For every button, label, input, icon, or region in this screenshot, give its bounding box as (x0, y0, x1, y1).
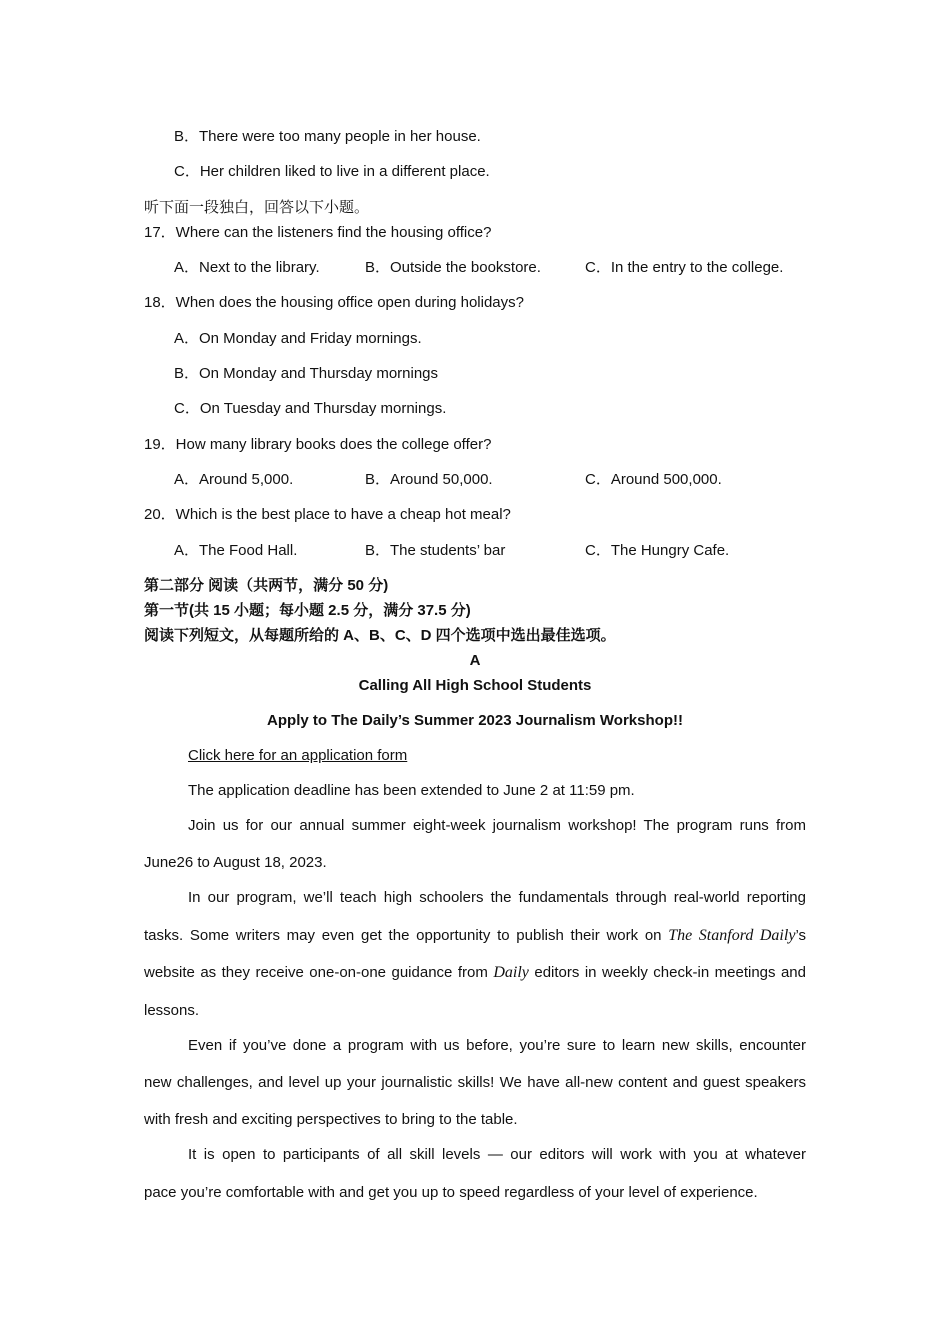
p3-line-1: Even if you’ve done a program with us before, you’re sure to learn new skills, encounter (188, 1037, 806, 1054)
question-19-option-a: A．Around 5,000. (174, 471, 294, 488)
question-20-stem: 20．Which is the best place to have a cheap hot meal? (144, 506, 511, 523)
daily-title: Daily (493, 964, 529, 981)
p2-line-3: website as they receive one-on-one guidance from Daily editors in weekly check-in meetings and (144, 964, 806, 981)
p1-line-2: June26 to August 18, 2023. (144, 854, 327, 871)
question-17-stem: 17．Where can the listeners find the housing office? (144, 224, 492, 241)
question-18-option-b: B．On Monday and Thursday mornings (174, 365, 439, 382)
p2-line-2: tasks. Some writers may even get the opportunity to publish their work on The Stanford Daily’s (144, 927, 806, 944)
deadline-text: The application deadline has been extended to June 2 at 11:59 pm. (188, 782, 635, 799)
p2-line-4: lessons. (144, 1002, 200, 1019)
p2-line-1: In our program, we’ll teach high schoolers the fundamentals through real-world reporting (188, 889, 806, 906)
monologue-instruction: 听下面一段独白，回答以下小题。 (144, 199, 370, 216)
p4-line-2: pace you’re comfortable with and get you up to speed regardless of your level of experience. (144, 1184, 758, 1201)
p3-line-3: with fresh and exciting perspectives to bring to the table. (144, 1111, 518, 1128)
q16-option-b: B．There were too many people in her house. (174, 128, 481, 145)
p4-line-1: It is open to participants of all skill levels — our editors will work with you at whatever (188, 1146, 806, 1163)
question-20-option-c: C．The Hungry Cafe. (585, 542, 730, 559)
p1-line-1: Join us for our annual summer eight-week journalism workshop! The program runs from (188, 817, 806, 834)
question-20-option-b: B．The students’ bar (365, 542, 506, 559)
p3-line-2: new challenges, and level up your journalistic skills! We have all-new content and guest speakers (144, 1074, 806, 1091)
question-19-stem: 19．How many library books does the college offer? (144, 436, 492, 453)
question-17-option-c: C．In the entry to the college. (585, 259, 784, 276)
reading-instruction: 阅读下列短文，从每题所给的 A、B、C、D 四个选项中选出最佳选项。 (144, 627, 616, 644)
question-20-option-a: A．The Food Hall. (174, 542, 298, 559)
question-19-option-b: B．Around 50,000. (365, 471, 493, 488)
question-18-option-a: A．On Monday and Friday mornings. (174, 330, 422, 347)
q16-option-c: C．Her children liked to live in a different place. (174, 163, 490, 180)
stanford-daily-title: The Stanford Daily (668, 927, 796, 944)
question-18-stem: 18．When does the housing office open during holidays? (144, 294, 524, 311)
passage-letter: A (469, 652, 481, 669)
section1-heading: 第一节(共 15 小题；每小题 2.5 分，满分 37.5 分) (144, 602, 471, 619)
passage-title: Calling All High School Students (358, 677, 592, 694)
question-17-option-b: B．Outside the bookstore. (365, 259, 541, 276)
question-17-option-a: A．Next to the library. (174, 259, 320, 276)
part2-heading: 第二部分 阅读（共两节，满分 50 分) (144, 577, 389, 594)
application-form-link[interactable]: Click here for an application form (188, 747, 408, 764)
question-19-option-c: C．Around 500,000. (585, 471, 722, 488)
passage-subtitle: Apply to The Daily’s Summer 2023 Journalism Workshop!! (267, 712, 683, 729)
question-18-option-c: C．On Tuesday and Thursday mornings. (174, 400, 447, 417)
